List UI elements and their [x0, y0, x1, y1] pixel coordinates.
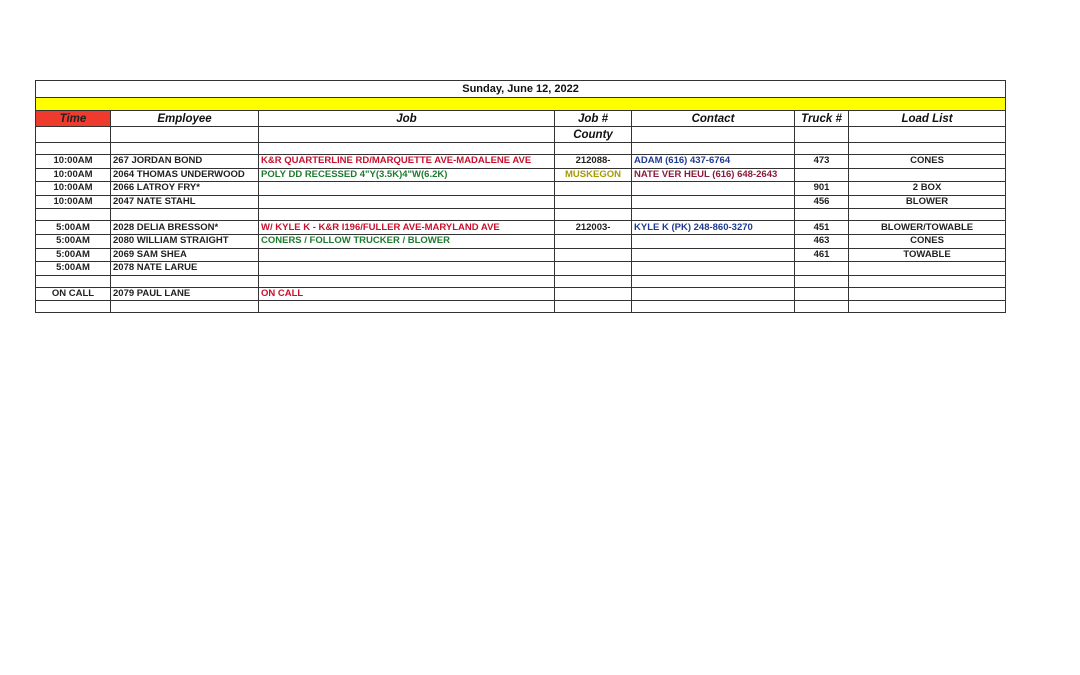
job-cell	[259, 182, 555, 196]
table-row	[36, 248, 1006, 262]
load-list-cell: CONES	[849, 155, 1006, 169]
job-number-cell	[555, 287, 632, 301]
truck-cell	[795, 287, 849, 301]
load-list-cell: BLOWER	[849, 195, 1006, 209]
contact-cell	[632, 287, 795, 301]
employee-cell: 2079 PAUL LANE	[111, 287, 259, 301]
time-cell: 5:00AM	[36, 248, 111, 262]
table-row	[36, 195, 1006, 209]
truck-cell	[795, 262, 849, 276]
table-row	[36, 182, 1006, 196]
table-row	[36, 287, 1006, 301]
header2-empty	[111, 127, 259, 143]
contact-cell	[632, 195, 795, 209]
table-row	[36, 262, 1006, 276]
employee-cell: 2028 DELIA BRESSON*	[111, 221, 259, 235]
spacer-row	[36, 301, 1006, 313]
job-number-cell	[555, 195, 632, 209]
job-number-cell	[555, 262, 632, 276]
header2-empty	[795, 127, 849, 143]
time-cell: 10:00AM	[36, 195, 111, 209]
job-cell: W/ KYLE K - K&R I196/FULLER AVE-MARYLAND AVE	[259, 221, 555, 235]
county-cell: MUSKEGON	[555, 168, 632, 182]
yellow-band-cell	[36, 98, 1006, 111]
spacer-row	[36, 143, 1006, 155]
time-cell: 10:00AM	[36, 168, 111, 182]
truck-cell: 456	[795, 195, 849, 209]
yellow-band	[36, 98, 1006, 111]
spacer-row	[36, 275, 1006, 287]
table-row	[36, 168, 1006, 182]
job-number-cell	[555, 182, 632, 196]
contact-cell	[632, 262, 795, 276]
header-time: Time	[36, 111, 111, 127]
job-cell: POLY DD RECESSED 4"Y(3.5K)4"W(6.2K)	[259, 168, 555, 182]
header-row-2	[36, 127, 1006, 143]
job-number-cell	[555, 248, 632, 262]
truck-cell: 473	[795, 155, 849, 169]
contact-cell: ADAM (616) 437-6764	[632, 155, 795, 169]
contact-cell: KYLE K (PK) 248-860-3270	[632, 221, 795, 235]
contact-cell	[632, 234, 795, 248]
truck-cell: 463	[795, 234, 849, 248]
load-list-cell: BLOWER/TOWABLE	[849, 221, 1006, 235]
load-list-cell	[849, 287, 1006, 301]
job-cell: ON CALL	[259, 287, 555, 301]
load-list-cell	[849, 168, 1006, 182]
contact-cell: NATE VER HEUL (616) 648-2643	[632, 168, 795, 182]
load-list-cell: 2 BOX	[849, 182, 1006, 196]
title-row	[36, 81, 1006, 98]
header-row	[36, 111, 1006, 127]
load-list-cell: TOWABLE	[849, 248, 1006, 262]
employee-cell: 2080 WILLIAM STRAIGHT	[111, 234, 259, 248]
load-list-cell: CONES	[849, 234, 1006, 248]
contact-cell	[632, 182, 795, 196]
header2-empty	[259, 127, 555, 143]
employee-cell: 2066 LATROY FRY*	[111, 182, 259, 196]
time-cell: ON CALL	[36, 287, 111, 301]
employee-cell: 267 JORDAN BOND	[111, 155, 259, 169]
job-cell	[259, 195, 555, 209]
header2-empty	[36, 127, 111, 143]
header-truck: Truck #	[795, 111, 849, 127]
time-cell: 5:00AM	[36, 262, 111, 276]
table-row	[36, 234, 1006, 248]
job-number-cell: 212088-	[555, 155, 632, 169]
table-row	[36, 155, 1006, 169]
header2-empty	[632, 127, 795, 143]
header-load-list: Load List	[849, 111, 1006, 127]
spacer-row	[36, 209, 1006, 221]
truck-cell: 901	[795, 182, 849, 196]
header-employee: Employee	[111, 111, 259, 127]
header2-empty	[849, 127, 1006, 143]
load-list-cell	[849, 262, 1006, 276]
contact-cell	[632, 248, 795, 262]
job-number-cell: 212003-	[555, 221, 632, 235]
employee-cell: 2078 NATE LARUE	[111, 262, 259, 276]
schedule-date-title: Sunday, June 12, 2022	[36, 81, 1006, 98]
schedule-table	[35, 80, 1006, 313]
header-job: Job	[259, 111, 555, 127]
job-cell: CONERS / FOLLOW TRUCKER / BLOWER	[259, 234, 555, 248]
job-cell	[259, 248, 555, 262]
truck-cell	[795, 168, 849, 182]
truck-cell: 461	[795, 248, 849, 262]
time-cell: 5:00AM	[36, 221, 111, 235]
job-cell	[259, 262, 555, 276]
header-job-number: Job #	[555, 111, 632, 127]
time-cell: 10:00AM	[36, 182, 111, 196]
job-cell: K&R QUARTERLINE RD/MARQUETTE AVE-MADALENE AVE	[259, 155, 555, 169]
header-contact: Contact	[632, 111, 795, 127]
table-row	[36, 221, 1006, 235]
employee-cell: 2069 SAM SHEA	[111, 248, 259, 262]
time-cell: 5:00AM	[36, 234, 111, 248]
header-county: County	[555, 127, 632, 143]
truck-cell: 451	[795, 221, 849, 235]
employee-cell: 2047 NATE STAHL	[111, 195, 259, 209]
employee-cell: 2064 THOMAS UNDERWOOD	[111, 168, 259, 182]
job-number-cell	[555, 234, 632, 248]
time-cell: 10:00AM	[36, 155, 111, 169]
